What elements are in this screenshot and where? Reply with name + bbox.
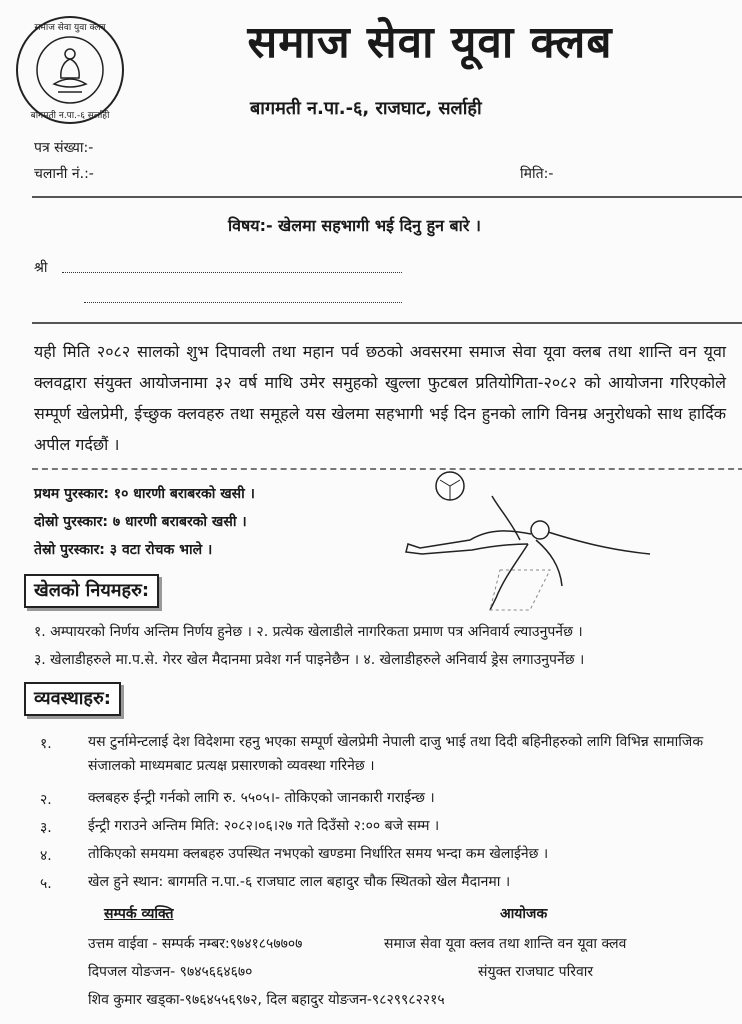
organizer-line-1: समाज सेवा यूवा क्लव तथा शान्ति वन यूवा क्लव — [384, 936, 627, 952]
subject-line: विषय:- खेलमा सहभागी भई दिनु हुन बारे । — [228, 216, 481, 235]
contact-heading: सम्पर्क व्यक्ति — [104, 906, 174, 922]
header-divider — [32, 196, 742, 198]
date-label: मिति:- — [520, 166, 554, 182]
arrangement-item: खेल हुने स्थान: बागमति न.पा.-६ राजघाट लाल बहादुर चौक स्थितको खेल मैदानमा । — [88, 874, 511, 890]
contact-person-2: दिपजल योङजन- ९७४५६६४६७० — [88, 964, 253, 980]
recipient-line-2 — [84, 302, 402, 303]
intro-paragraph: यही मिति २०८२ सालको शुभ दिपावली तथा महान पर्व छठको अवसरमा समाज सेवा यूवा क्लब तथा शान्ति वन यूवा क्लवद्वारा संयुक्त आयोजनामा ३२ वर्ष माथि उमेर समुहको खुल्ला फुटबल प्रतियोगिता-२०८२ को आयोजना गरिएकोले सम्पूर्ण खेलप्रेमी, ईच्छुक क्लवहरु तथा समूहले यस खेलमा सहभागी भई दिन हुनको लागि विनम्र अनुरोधको साथ हार्दिक अपील गर्दछौं । — [34, 342, 726, 454]
third-prize: तेस्रो पुरस्कार: ३ वटा रोचक भाले । — [34, 542, 213, 558]
club-title: समाज सेवा यूवा क्लब — [247, 17, 613, 68]
svg-text:बागमती न.पा.-६ सर्लाही: बागमती न.पा.-६ सर्लाही — [30, 111, 110, 121]
arrangement-item: तोकिएको समयमा क्लबहरु उपस्थित नभएको खण्डमा निर्धारित समय भन्दा कम खेलाईनेछ । — [88, 846, 549, 862]
rules-heading: खेलको नियमहरु: — [24, 574, 159, 608]
first-prize: प्रथम पुरस्कार: १० धारणी बराबरको खसी । — [34, 486, 255, 502]
second-prize: दोस्रो पुरस्कार: ७ धारणी बराबरको खसी । — [34, 514, 247, 530]
contact-person-1: उत्तम वाईवा - सम्पर्क नम्बर:९७४१८५७७०७ — [88, 936, 303, 952]
arrangements-heading: व्यवस्थाहरु: — [24, 682, 121, 716]
arrangement-number: २. — [40, 792, 52, 808]
arrangement-item: क्लबहरु ईन्ट्री गर्नको लागि रु. ५५०५।- तोकिएको जानकारी गराईन्छ । — [88, 790, 435, 806]
arrangement-number: १. — [40, 736, 52, 752]
arrangement-number: ३. — [40, 820, 52, 836]
intro-divider-top — [32, 322, 742, 324]
contact-person-3: शिव कुमार खड्का-९७६४५५६९७२, दिल बहादुर योङजन-९८२९९८२२१५ — [88, 992, 445, 1008]
organizer-heading: आयोजक — [500, 906, 548, 922]
football-player-illustration — [400, 470, 660, 620]
arrangement-number: ४. — [40, 848, 52, 864]
arrangement-item: ईन्ट्री गराउने अन्तिम मिति: २०८२।०६।२७ गते दिउँसो २:०० बजे सम्म । — [88, 818, 440, 834]
dispatch-number-label: चलानी नं.:- — [34, 166, 94, 182]
reference-number-label: पत्र संख्या:- — [34, 140, 94, 156]
rule-line-2: ३. खेलाडीहरुले मा.प.से. गेरर खेल मैदानमा प्रवेश गर्न पाइनेछैन । ४. खेलाडीहरुले अनिवार्य ड्रेस लगाउनुपर्नेछ । — [34, 652, 585, 668]
svg-text:समाज सेवा युवा क्लब: समाज सेवा युवा क्लब — [34, 23, 106, 33]
rule-line-1: १. अम्पायरको निर्णय अन्तिम निर्णय हुनेछ । २. प्रत्येक खेलाडीले नागरिकता प्रमाण पत्र अनिवार्य ल्याउनुपर्नेछ । — [34, 624, 583, 640]
organizer-line-2: संयुक्त राजघाट परिवार — [478, 964, 594, 980]
recipient-prefix: श्री — [34, 260, 48, 276]
arrangement-number: ५. — [40, 876, 52, 892]
recipient-line-1 — [62, 272, 402, 273]
club-seal-logo — [14, 14, 126, 126]
club-address: बागमती न.पा.-६, राजघाट, सर्लाही — [250, 98, 482, 119]
arrangement-item: यस टुर्नामेन्टलाई देश विदेशमा रहनु भएका सम्पूर्ण खेलप्रेमी नेपाली दाजु भाई तथा दिदी बहिनीहरुको लागि विभिन्न सामाजिक संजालको माध्यमबाट प्रत्यक्ष प्रसारणको व्यवस्था गरिनेछ । — [88, 734, 704, 774]
